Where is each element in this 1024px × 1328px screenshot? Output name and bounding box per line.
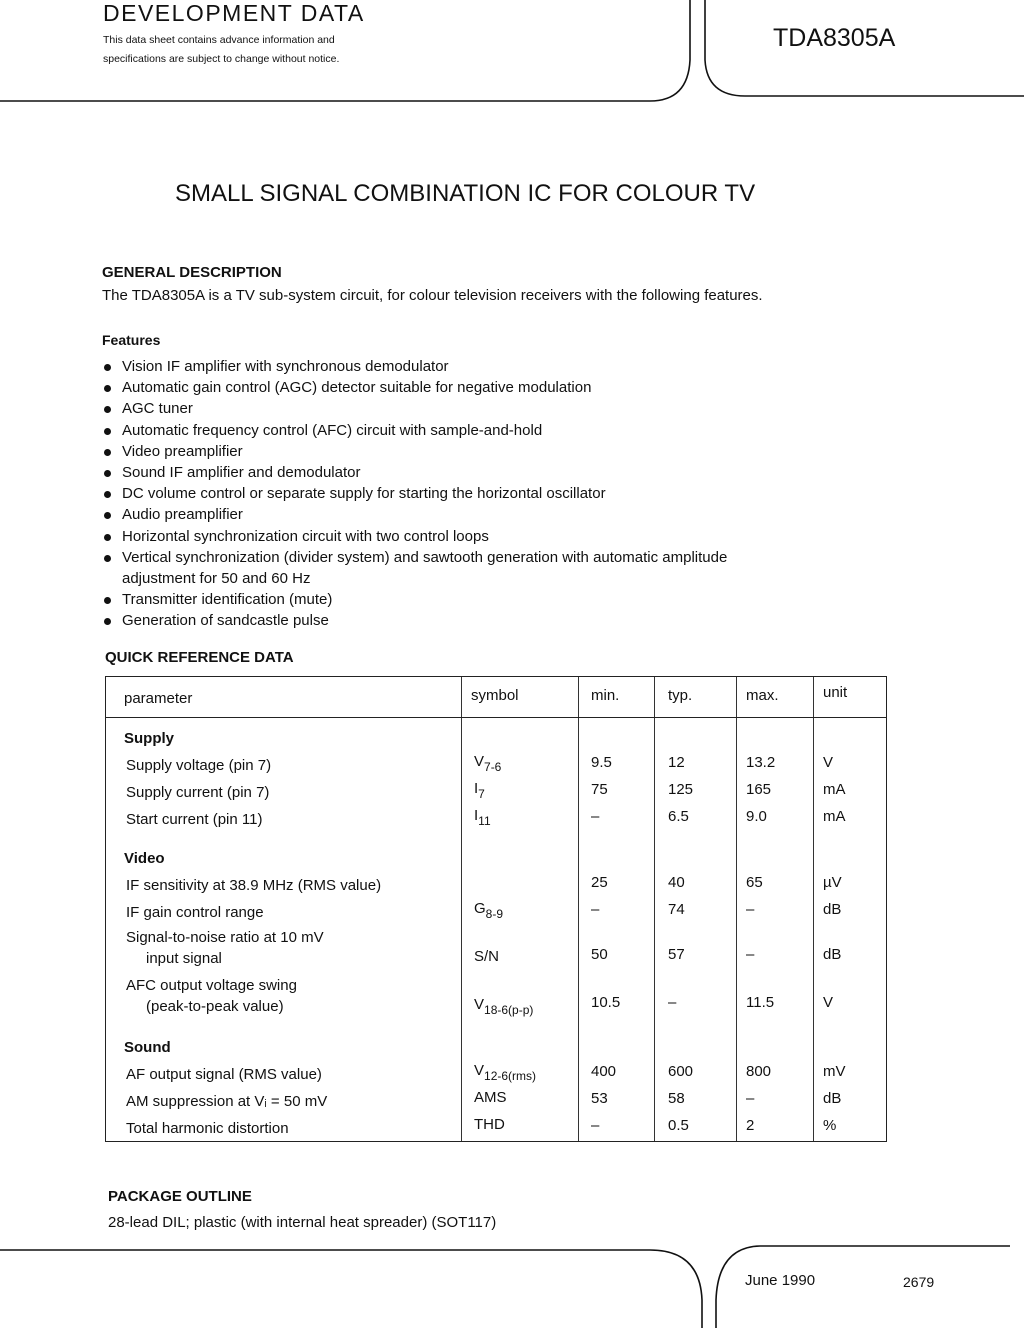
table-row [106, 973, 886, 1021]
max-cell: 165 [746, 781, 772, 798]
max-cell: – [746, 901, 755, 918]
feature-item: Audio preamplifier [102, 504, 727, 525]
feature-item: Video preamplifier [102, 441, 727, 462]
min-cell: 400 [591, 1063, 617, 1080]
symbol-cell [474, 1089, 507, 1106]
table-body [106, 725, 886, 1141]
feature-item: Automatic gain control (AGC) detector suitable for negative modulation [102, 377, 727, 398]
features-list [102, 356, 727, 632]
symbol-cell [474, 948, 499, 965]
symbol-base: S/N [474, 948, 500, 965]
unit-cell: mA [823, 808, 846, 825]
symbol-subscript: 7 [478, 787, 485, 801]
symbol-subscript: 12-6(rms) [484, 1069, 537, 1083]
unit-cell: V [823, 754, 834, 771]
feature-item: Generation of sandcastle pulse [102, 610, 727, 631]
parameter-cell: AF output signal (RMS value) [126, 1066, 322, 1083]
min-cell: – [591, 808, 600, 825]
typ-cell: 57 [668, 946, 685, 963]
general-description-heading: GENERAL DESCRIPTION [102, 264, 282, 281]
parameter-cell: Supply voltage (pin 7) [126, 757, 272, 774]
max-cell: 2 [746, 1117, 755, 1134]
section-label: Sound [124, 1039, 171, 1056]
table-row [106, 925, 886, 973]
min-cell: 50 [591, 946, 608, 963]
parameter-line-1: AFC output voltage swing [126, 977, 297, 994]
symbol-base: V [474, 753, 485, 770]
symbol-base: I [474, 780, 479, 797]
table-row [106, 751, 886, 778]
table-header [106, 677, 886, 718]
document-title: SMALL SIGNAL COMBINATION IC FOR COLOUR TV [175, 180, 756, 207]
parameter-cell [126, 975, 297, 1017]
section-row [106, 845, 886, 871]
min-cell: – [591, 901, 600, 918]
col-parameter: parameter [124, 690, 193, 707]
development-data-title: DEVELOPMENT DATA [103, 0, 365, 26]
min-cell: 53 [591, 1090, 608, 1107]
max-cell: 9.0 [746, 808, 767, 825]
symbol-subscript: 18-6(p-p) [484, 1003, 534, 1017]
notice-line-2: specifications are subject to change without notice. [103, 53, 340, 65]
typ-cell: 12 [668, 754, 685, 771]
feature-item: Sound IF amplifier and demodulator [102, 462, 727, 483]
min-cell: 10.5 [591, 994, 621, 1011]
symbol-base: V [474, 996, 485, 1013]
col-symbol: symbol [471, 687, 519, 704]
max-cell: 65 [746, 874, 763, 891]
min-cell: 75 [591, 781, 608, 798]
typ-cell: – [668, 994, 677, 1011]
typ-cell: 0.5 [668, 1117, 689, 1134]
quick-reference-heading: QUICK REFERENCE DATA [105, 649, 294, 666]
parameter-cell [126, 927, 324, 969]
unit-cell: mV [823, 1063, 846, 1080]
col-min: min. [591, 687, 620, 704]
symbol-cell [474, 753, 502, 774]
quick-reference-table [105, 676, 887, 1142]
parameter-cell: IF gain control range [126, 904, 264, 921]
section-row [106, 725, 886, 751]
typ-cell: 58 [668, 1090, 685, 1107]
feature-item: Vertical synchronization (divider system) and sawtooth generation with automatic amplitude [102, 547, 727, 568]
parameter-cell: Supply current (pin 7) [126, 784, 270, 801]
footer-date: June 1990 [745, 1272, 816, 1289]
symbol-cell [474, 1062, 537, 1083]
symbol-cell [474, 1116, 505, 1133]
min-cell: – [591, 1117, 600, 1134]
unit-cell: dB [823, 946, 842, 963]
feature-item: adjustment for 50 and 60 Hz [122, 570, 311, 588]
section-label: Video [124, 850, 165, 867]
parameter-cell: Start current (pin 11) [126, 811, 263, 828]
max-cell: – [746, 1090, 755, 1107]
unit-cell: % [823, 1117, 837, 1134]
footer-page-number: 2679 [903, 1274, 935, 1290]
section-row [106, 1034, 886, 1060]
col-max: max. [746, 687, 779, 704]
symbol-subscript: 8-9 [485, 907, 504, 921]
symbol-cell [474, 900, 504, 921]
feature-item: Horizontal synchronization circuit with two control loops [102, 526, 727, 547]
feature-item: DC volume control or separate supply for starting the horizontal oscillator [102, 483, 727, 504]
symbol-base: AMS [474, 1089, 507, 1106]
feature-item: Transmitter identification (mute) [102, 589, 727, 610]
features-heading: Features [102, 332, 161, 348]
typ-cell: 125 [668, 781, 694, 798]
feature-item: AGC tuner [102, 398, 727, 419]
symbol-subscript: 11 [478, 814, 491, 828]
section-label: Supply [124, 730, 175, 747]
unit-cell: dB [823, 901, 842, 918]
table-row [106, 1087, 886, 1114]
typ-cell: 600 [668, 1063, 694, 1080]
table-row [106, 1114, 886, 1141]
col-typ: typ. [668, 687, 693, 704]
symbol-subscript: 7-6 [484, 760, 502, 774]
symbol-cell [474, 807, 491, 828]
max-cell: – [746, 946, 755, 963]
symbol-base: THD [474, 1116, 505, 1133]
unit-cell: mA [823, 781, 846, 798]
symbol-base: G [474, 900, 486, 917]
general-description-text: The TDA8305A is a TV sub-system circuit, for colour television receivers with the following features. [102, 287, 763, 304]
notice-line-1: This data sheet contains advance information and [103, 34, 335, 46]
max-cell: 800 [746, 1063, 772, 1080]
feature-item: Automatic frequency control (AFC) circuit with sample-and-hold [102, 420, 727, 441]
min-cell: 25 [591, 874, 608, 891]
typ-cell: 74 [668, 901, 685, 918]
package-outline-heading: PACKAGE OUTLINE [108, 1188, 252, 1205]
unit-cell: V [823, 994, 834, 1011]
table-row [106, 778, 886, 805]
symbol-base: V [474, 1062, 485, 1079]
parameter-cell: AM suppression at Vᵢ = 50 mV [126, 1093, 328, 1110]
table-row [106, 1060, 886, 1087]
parameter-line-2: input signal [146, 950, 222, 967]
table-row [106, 805, 886, 832]
col-unit: unit [823, 684, 848, 701]
symbol-cell [474, 780, 485, 801]
table-row [106, 871, 886, 898]
feature-item: Vision IF amplifier with synchronous demodulator [102, 356, 727, 377]
parameter-line-1: Signal-to-noise ratio at 10 mV [126, 929, 324, 946]
symbol-cell [474, 996, 534, 1017]
parameter-cell: Total harmonic distortion [126, 1120, 289, 1137]
parameter-line-2: (peak-to-peak value) [146, 998, 284, 1015]
typ-cell: 40 [668, 874, 685, 891]
unit-cell: µV [823, 874, 842, 891]
typ-cell: 6.5 [668, 808, 689, 825]
parameter-cell: IF sensitivity at 38.9 MHz (RMS value) [126, 877, 382, 894]
table-row [106, 898, 886, 925]
max-cell: 11.5 [746, 994, 775, 1011]
package-outline-text: 28-lead DIL; plastic (with internal heat spreader) (SOT117) [108, 1214, 497, 1231]
unit-cell: dB [823, 1090, 842, 1107]
part-number: TDA8305A [773, 24, 896, 52]
symbol-base: I [474, 807, 479, 824]
max-cell: 13.2 [746, 754, 776, 771]
min-cell: 9.5 [591, 754, 612, 771]
